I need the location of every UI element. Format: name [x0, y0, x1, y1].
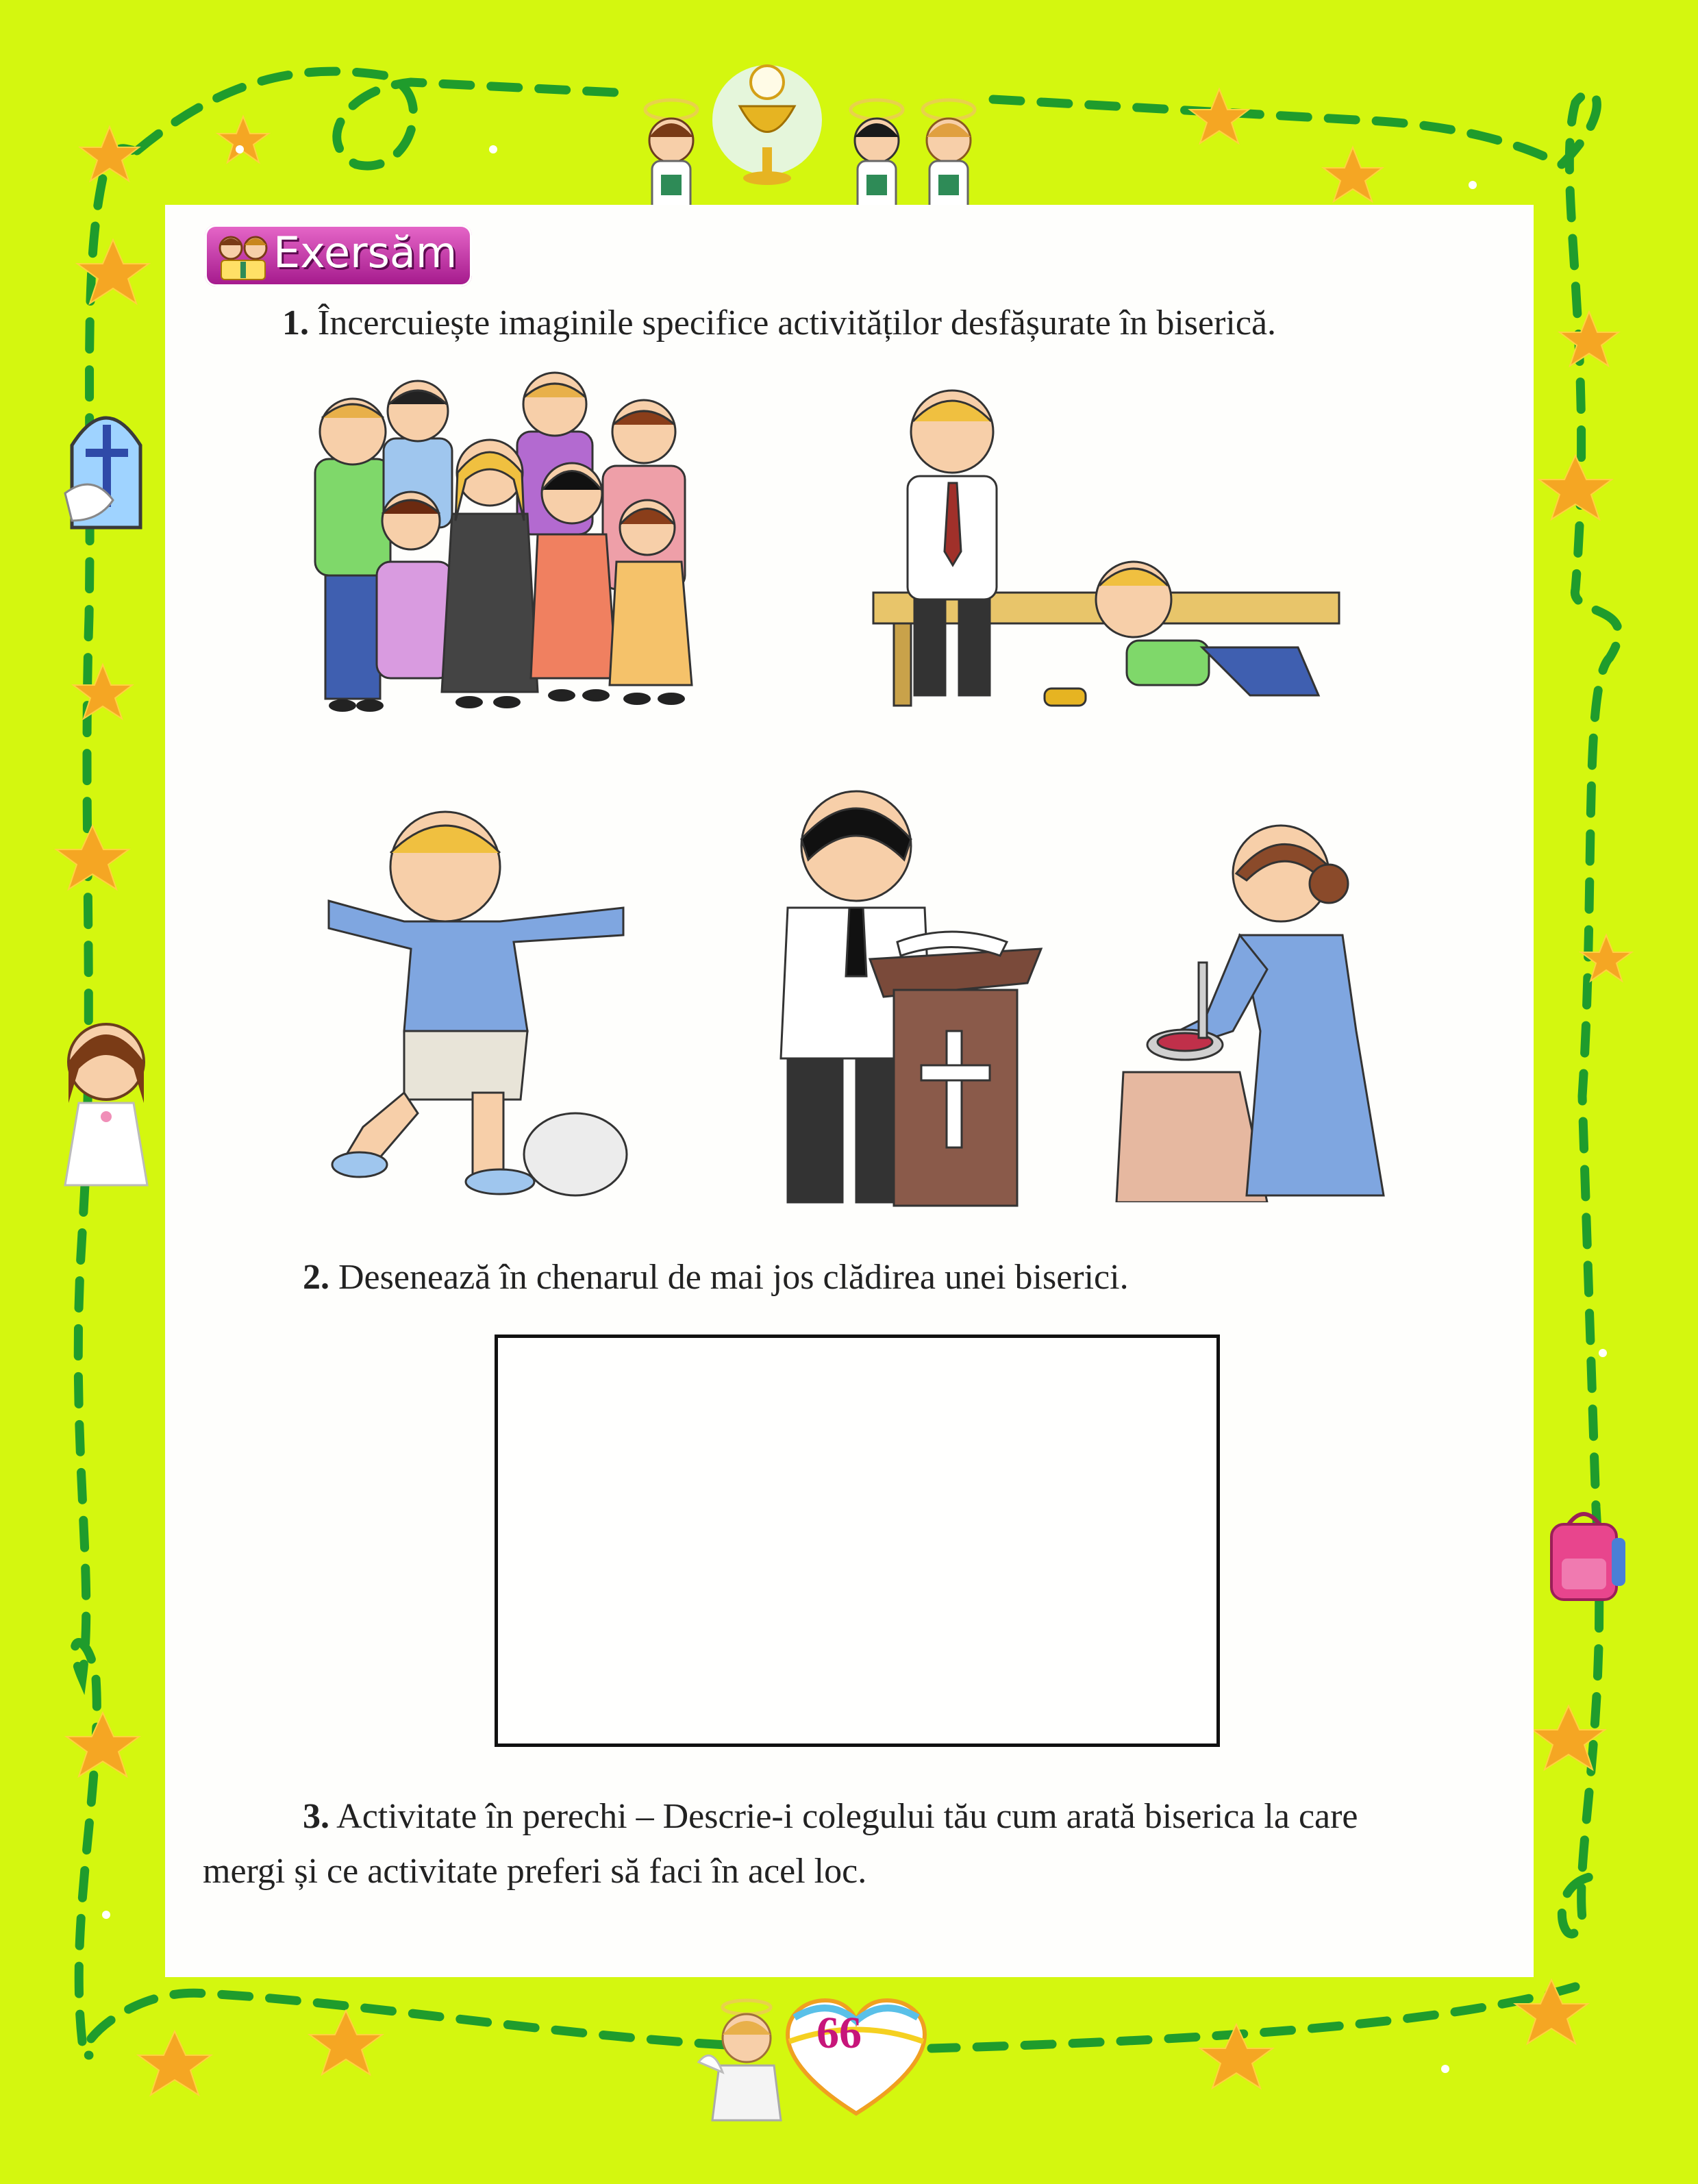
star-icon	[1560, 312, 1619, 366]
praying-angel-icon	[699, 2000, 781, 2120]
task-1-number: 1.	[282, 303, 309, 343]
task-2	[303, 1257, 1129, 1298]
church-window-dove-icon	[65, 418, 140, 528]
star-icon	[1323, 147, 1382, 201]
section-title: Exersăm	[273, 227, 458, 277]
task-1	[282, 303, 1276, 343]
star-icon	[73, 665, 132, 719]
star-icon	[1190, 89, 1249, 143]
dashed-border-right	[1562, 93, 1619, 1934]
page-number: 66	[816, 2008, 862, 2058]
girl-first-communion-icon	[65, 1024, 147, 1185]
drawing-frame[interactable]	[495, 1335, 1220, 1747]
star-icon	[218, 116, 269, 162]
star-icon	[80, 127, 139, 181]
section-badge	[205, 225, 472, 286]
man-reading-at-pulpit-illustration	[747, 784, 1048, 1209]
task-3-text-line-2: mergi și ce activitate preferi să faci în acel loc.	[203, 1852, 867, 1891]
star-icon	[56, 826, 129, 889]
task-2-number: 2.	[303, 1258, 329, 1297]
star-icon	[310, 2011, 382, 2074]
star-icon	[1539, 456, 1612, 519]
dashed-border-top	[137, 71, 1562, 166]
task-2-text: Desenează în chenarul de mai jos clădirea unei biserici.	[338, 1258, 1129, 1297]
task-3-line-1	[303, 1796, 1358, 1837]
task-3-line-2	[203, 1851, 866, 1891]
task-3-text-line-1: Activitate în perechi – Descrie-i colegului tău cum arată biserica la care	[336, 1797, 1358, 1836]
choir-singing-group-illustration	[301, 356, 712, 726]
task-1-text: Încercuiește imaginile specifice activităților desfășurate în biserică.	[318, 303, 1277, 343]
boy-kicking-ball-illustration	[322, 805, 651, 1202]
reading-children-icon	[210, 229, 276, 284]
chalice-icon	[712, 65, 822, 185]
man-on-bench-child-playing-illustration	[866, 373, 1346, 716]
backpack-icon	[1551, 1514, 1625, 1600]
task-3-number: 3.	[303, 1797, 329, 1836]
woman-cooking-illustration	[1110, 812, 1404, 1202]
star-icon	[66, 1713, 139, 1776]
star-icon	[138, 2031, 211, 2095]
